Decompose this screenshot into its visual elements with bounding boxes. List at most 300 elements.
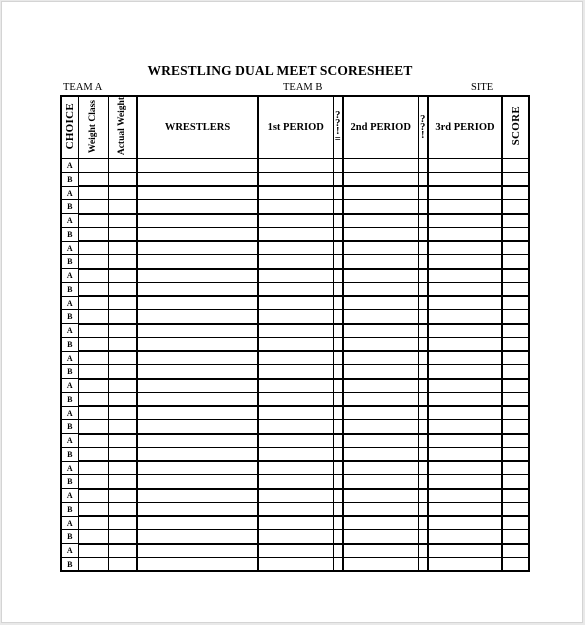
weight-class-cell[interactable] bbox=[78, 516, 108, 530]
period2-cell[interactable] bbox=[343, 159, 418, 173]
period2-cell[interactable] bbox=[343, 186, 418, 200]
period1-cell[interactable] bbox=[258, 544, 333, 558]
period1-mark-cell[interactable] bbox=[333, 392, 343, 406]
period2-cell[interactable] bbox=[343, 214, 418, 228]
period3-cell[interactable] bbox=[428, 461, 502, 475]
score-cell[interactable] bbox=[502, 214, 529, 228]
score-cell[interactable] bbox=[502, 392, 529, 406]
score-cell[interactable] bbox=[502, 530, 529, 544]
period2-cell[interactable] bbox=[343, 200, 418, 214]
period2-mark-cell[interactable] bbox=[418, 241, 428, 255]
period1-cell[interactable] bbox=[258, 434, 333, 448]
actual-weight-cell[interactable] bbox=[108, 351, 137, 365]
period1-mark-cell[interactable] bbox=[333, 282, 343, 296]
period1-mark-cell[interactable] bbox=[333, 324, 343, 338]
period1-cell[interactable] bbox=[258, 530, 333, 544]
score-cell[interactable] bbox=[502, 337, 529, 351]
actual-weight-cell[interactable] bbox=[108, 392, 137, 406]
period3-cell[interactable] bbox=[428, 379, 502, 393]
weight-class-cell[interactable] bbox=[78, 392, 108, 406]
team-b-label: TEAM B bbox=[283, 82, 323, 93]
period3-cell[interactable] bbox=[428, 502, 502, 516]
period1-mark-cell[interactable] bbox=[333, 516, 343, 530]
score-cell[interactable] bbox=[502, 379, 529, 393]
period2-cell[interactable] bbox=[343, 489, 418, 503]
wrestler-cell[interactable] bbox=[137, 406, 258, 420]
actual-weight-cell[interactable] bbox=[108, 282, 137, 296]
wrestler-cell[interactable] bbox=[137, 530, 258, 544]
table-row bbox=[61, 434, 529, 448]
weight-class-cell[interactable] bbox=[78, 379, 108, 393]
period3-header: 3rd PERIOD bbox=[428, 96, 502, 159]
score-cell[interactable] bbox=[502, 557, 529, 571]
period2-mark-cell[interactable] bbox=[418, 434, 428, 448]
actual-weight-cell[interactable] bbox=[108, 255, 137, 269]
score-rows bbox=[61, 159, 529, 572]
choice-cell: B bbox=[61, 557, 78, 571]
period1-cell[interactable] bbox=[258, 337, 333, 351]
period3-cell[interactable] bbox=[428, 337, 502, 351]
period2-cell[interactable] bbox=[343, 461, 418, 475]
period2-mark-cell[interactable] bbox=[418, 392, 428, 406]
actual-weight-cell[interactable] bbox=[108, 269, 137, 283]
score-cell[interactable] bbox=[502, 489, 529, 503]
period1-cell[interactable] bbox=[258, 159, 333, 173]
period3-cell[interactable] bbox=[428, 200, 502, 214]
score-cell[interactable] bbox=[502, 269, 529, 283]
period3-cell[interactable] bbox=[428, 557, 502, 571]
period2-mark-cell[interactable] bbox=[418, 214, 428, 228]
period1-mark-cell[interactable] bbox=[333, 200, 343, 214]
period2-mark-cell[interactable] bbox=[418, 269, 428, 283]
score-cell[interactable] bbox=[502, 200, 529, 214]
period2-cell[interactable] bbox=[343, 269, 418, 283]
period1-cell[interactable] bbox=[258, 557, 333, 571]
period1-cell[interactable] bbox=[258, 241, 333, 255]
actual-weight-cell[interactable] bbox=[108, 516, 137, 530]
period1-mark-cell[interactable] bbox=[333, 530, 343, 544]
period1-cell[interactable] bbox=[258, 214, 333, 228]
period2-mark-cell[interactable] bbox=[418, 489, 428, 503]
actual-weight-cell[interactable] bbox=[108, 365, 137, 379]
wrestler-cell[interactable] bbox=[137, 324, 258, 338]
period2-cell[interactable] bbox=[343, 337, 418, 351]
score-cell[interactable] bbox=[502, 351, 529, 365]
period1-cell[interactable] bbox=[258, 227, 333, 241]
wrestler-cell[interactable] bbox=[137, 544, 258, 558]
period3-cell[interactable] bbox=[428, 282, 502, 296]
actual-weight-cell[interactable] bbox=[108, 489, 137, 503]
wrestler-cell[interactable] bbox=[137, 516, 258, 530]
page-title: WRESTLING DUAL MEET SCORESHEET bbox=[147, 63, 413, 78]
period2-mark-cell[interactable] bbox=[418, 310, 428, 324]
period1-mark-cell[interactable] bbox=[333, 557, 343, 571]
period1-mark-cell[interactable] bbox=[333, 406, 343, 420]
choice-cell: A bbox=[61, 379, 78, 393]
period3-cell[interactable] bbox=[428, 310, 502, 324]
period1-mark-cell[interactable] bbox=[333, 186, 343, 200]
weight-class-cell[interactable] bbox=[78, 434, 108, 448]
actual-weight-cell[interactable] bbox=[108, 434, 137, 448]
table-row bbox=[61, 351, 529, 365]
choice-cell: A bbox=[61, 159, 78, 173]
period3-cell[interactable] bbox=[428, 227, 502, 241]
period2-mark-cell[interactable] bbox=[418, 406, 428, 420]
period2-mark-cell[interactable] bbox=[418, 324, 428, 338]
weight-class-cell[interactable] bbox=[78, 461, 108, 475]
choice-cell: B bbox=[61, 475, 78, 489]
score-cell[interactable] bbox=[502, 420, 529, 434]
period2-mark-cell[interactable] bbox=[418, 227, 428, 241]
weight-class-cell[interactable] bbox=[78, 269, 108, 283]
period2-mark-cell[interactable] bbox=[418, 159, 428, 173]
choice-cell: B bbox=[61, 227, 78, 241]
actual-weight-cell[interactable] bbox=[108, 337, 137, 351]
choice-cell: A bbox=[61, 516, 78, 530]
weight-class-header: Weight Class bbox=[78, 96, 108, 159]
wrestler-cell[interactable] bbox=[137, 269, 258, 283]
period1-mark-cell[interactable] bbox=[333, 172, 343, 186]
period1-mark-cell[interactable] bbox=[333, 489, 343, 503]
wrestler-cell[interactable] bbox=[137, 502, 258, 516]
actual-weight-cell[interactable] bbox=[108, 172, 137, 186]
period3-cell[interactable] bbox=[428, 447, 502, 461]
weight-class-cell[interactable] bbox=[78, 241, 108, 255]
score-cell[interactable] bbox=[502, 310, 529, 324]
actual-weight-cell[interactable] bbox=[108, 544, 137, 558]
weight-class-cell[interactable] bbox=[78, 310, 108, 324]
period1-cell[interactable] bbox=[258, 200, 333, 214]
period1-cell[interactable] bbox=[258, 186, 333, 200]
wrestler-cell[interactable] bbox=[137, 241, 258, 255]
table-row bbox=[61, 420, 529, 434]
weight-class-cell[interactable] bbox=[78, 406, 108, 420]
table-row bbox=[61, 186, 529, 200]
period2-mark-cell[interactable] bbox=[418, 544, 428, 558]
period2-mark-cell[interactable] bbox=[418, 502, 428, 516]
period2-mark-cell[interactable] bbox=[418, 530, 428, 544]
period1-cell[interactable] bbox=[258, 502, 333, 516]
period1-mark-cell[interactable] bbox=[333, 461, 343, 475]
wrestler-cell[interactable] bbox=[137, 296, 258, 310]
period2-mark-cell[interactable] bbox=[418, 365, 428, 379]
period2-mark-cell[interactable] bbox=[418, 379, 428, 393]
period3-cell[interactable] bbox=[428, 406, 502, 420]
period1-mark-cell[interactable] bbox=[333, 365, 343, 379]
period2-mark-cell[interactable] bbox=[418, 516, 428, 530]
wrestler-cell[interactable] bbox=[137, 200, 258, 214]
period2-cell[interactable] bbox=[343, 406, 418, 420]
wrestler-cell[interactable] bbox=[137, 227, 258, 241]
period1-mark-cell[interactable] bbox=[333, 241, 343, 255]
period1-mark-cell[interactable] bbox=[333, 447, 343, 461]
score-cell[interactable] bbox=[502, 365, 529, 379]
table-row bbox=[61, 447, 529, 461]
actual-weight-cell[interactable] bbox=[108, 502, 137, 516]
weight-class-cell[interactable] bbox=[78, 544, 108, 558]
choice-cell: B bbox=[61, 392, 78, 406]
period2-cell[interactable] bbox=[343, 557, 418, 571]
period1-cell[interactable] bbox=[258, 392, 333, 406]
period2-cell[interactable] bbox=[343, 544, 418, 558]
period2-cell[interactable] bbox=[343, 420, 418, 434]
period1-mark-cell[interactable] bbox=[333, 227, 343, 241]
period1-cell[interactable] bbox=[258, 447, 333, 461]
period1-mark-cell[interactable] bbox=[333, 255, 343, 269]
period3-cell[interactable] bbox=[428, 434, 502, 448]
wrestler-cell[interactable] bbox=[137, 434, 258, 448]
period2-mark-cell[interactable] bbox=[418, 351, 428, 365]
table-row bbox=[61, 296, 529, 310]
wrestler-cell[interactable] bbox=[137, 282, 258, 296]
choice-cell: B bbox=[61, 200, 78, 214]
period2-cell[interactable] bbox=[343, 351, 418, 365]
period2-mark-cell[interactable] bbox=[418, 296, 428, 310]
period1-mark-cell[interactable] bbox=[333, 296, 343, 310]
period3-cell[interactable] bbox=[428, 475, 502, 489]
period2-cell[interactable] bbox=[343, 255, 418, 269]
wrestler-cell[interactable] bbox=[137, 351, 258, 365]
actual-weight-cell[interactable] bbox=[108, 200, 137, 214]
score-cell[interactable] bbox=[502, 475, 529, 489]
wrestler-cell[interactable] bbox=[137, 310, 258, 324]
period2-cell[interactable] bbox=[343, 447, 418, 461]
period1-cell[interactable] bbox=[258, 255, 333, 269]
table-row bbox=[61, 337, 529, 351]
period2-mark-cell[interactable] bbox=[418, 461, 428, 475]
period2-mark-cell[interactable] bbox=[418, 172, 428, 186]
period1-cell[interactable] bbox=[258, 324, 333, 338]
period2-mark-cell[interactable] bbox=[418, 557, 428, 571]
period1-cell[interactable] bbox=[258, 379, 333, 393]
period3-cell[interactable] bbox=[428, 351, 502, 365]
period2-cell[interactable] bbox=[343, 392, 418, 406]
actual-weight-cell[interactable] bbox=[108, 324, 137, 338]
wrestler-cell[interactable] bbox=[137, 337, 258, 351]
wrestler-cell[interactable] bbox=[137, 475, 258, 489]
score-cell[interactable] bbox=[502, 282, 529, 296]
period1-cell[interactable] bbox=[258, 406, 333, 420]
weight-class-cell[interactable] bbox=[78, 227, 108, 241]
period1-cell[interactable] bbox=[258, 296, 333, 310]
score-cell[interactable] bbox=[502, 241, 529, 255]
period3-cell[interactable] bbox=[428, 172, 502, 186]
period2-mark-cell[interactable] bbox=[418, 420, 428, 434]
score-cell[interactable] bbox=[502, 186, 529, 200]
actual-weight-cell[interactable] bbox=[108, 420, 137, 434]
period1-mark-cell[interactable] bbox=[333, 310, 343, 324]
period2-cell[interactable] bbox=[343, 365, 418, 379]
period2-mark-cell[interactable] bbox=[418, 186, 428, 200]
actual-weight-cell[interactable] bbox=[108, 406, 137, 420]
period1-cell[interactable] bbox=[258, 461, 333, 475]
weight-class-cell[interactable] bbox=[78, 159, 108, 173]
wrestler-cell[interactable] bbox=[137, 365, 258, 379]
period2-mark-cell[interactable] bbox=[418, 337, 428, 351]
wrestler-cell[interactable] bbox=[137, 379, 258, 393]
period1-cell[interactable] bbox=[258, 269, 333, 283]
period3-cell[interactable] bbox=[428, 392, 502, 406]
actual-weight-cell[interactable] bbox=[108, 310, 137, 324]
period2-mark-cell[interactable] bbox=[418, 447, 428, 461]
weight-class-cell[interactable] bbox=[78, 489, 108, 503]
period3-cell[interactable] bbox=[428, 241, 502, 255]
wrestler-cell[interactable] bbox=[137, 461, 258, 475]
period2-mark-cell[interactable] bbox=[418, 282, 428, 296]
period2-cell[interactable] bbox=[343, 227, 418, 241]
period2-cell[interactable] bbox=[343, 502, 418, 516]
period2-cell[interactable] bbox=[343, 530, 418, 544]
wrestler-cell[interactable] bbox=[137, 447, 258, 461]
weight-class-cell[interactable] bbox=[78, 365, 108, 379]
period3-cell[interactable] bbox=[428, 365, 502, 379]
period2-cell[interactable] bbox=[343, 475, 418, 489]
wrestler-cell[interactable] bbox=[137, 420, 258, 434]
score-cell[interactable] bbox=[502, 255, 529, 269]
period1-cell[interactable] bbox=[258, 365, 333, 379]
period2-mark-cell[interactable] bbox=[418, 200, 428, 214]
score-cell[interactable] bbox=[502, 172, 529, 186]
score-cell[interactable] bbox=[502, 434, 529, 448]
period1-cell[interactable] bbox=[258, 351, 333, 365]
choice-cell: B bbox=[61, 282, 78, 296]
table-row bbox=[61, 461, 529, 475]
period3-cell[interactable] bbox=[428, 530, 502, 544]
weight-class-cell[interactable] bbox=[78, 557, 108, 571]
period3-cell[interactable] bbox=[428, 269, 502, 283]
weight-class-cell[interactable] bbox=[78, 351, 108, 365]
score-cell[interactable] bbox=[502, 324, 529, 338]
period1-mark-cell[interactable] bbox=[333, 434, 343, 448]
period2-cell[interactable] bbox=[343, 379, 418, 393]
period1-header: 1st PERIOD bbox=[258, 96, 333, 159]
period3-cell[interactable] bbox=[428, 544, 502, 558]
period1-mark-cell[interactable] bbox=[333, 420, 343, 434]
weight-class-cell[interactable] bbox=[78, 337, 108, 351]
score-cell[interactable] bbox=[502, 447, 529, 461]
period3-cell[interactable] bbox=[428, 420, 502, 434]
period3-cell[interactable] bbox=[428, 296, 502, 310]
period2-cell[interactable] bbox=[343, 296, 418, 310]
wrestlers-header: WRESTLERS bbox=[137, 96, 258, 159]
period1-mark-cell[interactable] bbox=[333, 159, 343, 173]
table-row bbox=[61, 310, 529, 324]
weight-class-cell[interactable] bbox=[78, 255, 108, 269]
actual-weight-cell[interactable] bbox=[108, 475, 137, 489]
period1-cell[interactable] bbox=[258, 172, 333, 186]
period3-cell[interactable] bbox=[428, 159, 502, 173]
weight-class-cell[interactable] bbox=[78, 324, 108, 338]
period2-cell[interactable] bbox=[343, 282, 418, 296]
period3-cell[interactable] bbox=[428, 324, 502, 338]
period1-mark-cell[interactable] bbox=[333, 544, 343, 558]
weight-class-cell[interactable] bbox=[78, 530, 108, 544]
score-cell[interactable] bbox=[502, 516, 529, 530]
weight-class-cell[interactable] bbox=[78, 502, 108, 516]
actual-weight-cell[interactable] bbox=[108, 557, 137, 571]
weight-class-cell[interactable] bbox=[78, 186, 108, 200]
wrestler-cell[interactable] bbox=[137, 255, 258, 269]
period3-cell[interactable] bbox=[428, 255, 502, 269]
weight-class-cell[interactable] bbox=[78, 420, 108, 434]
period2-cell[interactable] bbox=[343, 324, 418, 338]
period1-cell[interactable] bbox=[258, 420, 333, 434]
period1-cell[interactable] bbox=[258, 516, 333, 530]
period1-mark-cell[interactable] bbox=[333, 269, 343, 283]
score-cell[interactable] bbox=[502, 406, 529, 420]
period2-mark-cell[interactable] bbox=[418, 255, 428, 269]
actual-weight-cell[interactable] bbox=[108, 447, 137, 461]
table-row bbox=[61, 502, 529, 516]
period3-cell[interactable] bbox=[428, 489, 502, 503]
table-row bbox=[61, 200, 529, 214]
period1-mark-cell[interactable] bbox=[333, 379, 343, 393]
actual-weight-cell[interactable] bbox=[108, 214, 137, 228]
period1-mark-cell[interactable] bbox=[333, 337, 343, 351]
period2-cell[interactable] bbox=[343, 434, 418, 448]
weight-class-cell[interactable] bbox=[78, 296, 108, 310]
score-cell[interactable] bbox=[502, 461, 529, 475]
period1-mark-cell[interactable] bbox=[333, 475, 343, 489]
period2-cell[interactable] bbox=[343, 241, 418, 255]
period2-cell[interactable] bbox=[343, 516, 418, 530]
actual-weight-cell[interactable] bbox=[108, 159, 137, 173]
period2-cell[interactable] bbox=[343, 172, 418, 186]
weight-class-cell[interactable] bbox=[78, 200, 108, 214]
score-cell[interactable] bbox=[502, 227, 529, 241]
wrestler-cell[interactable] bbox=[137, 172, 258, 186]
period2-cell[interactable] bbox=[343, 310, 418, 324]
weight-class-cell[interactable] bbox=[78, 172, 108, 186]
period1-cell[interactable] bbox=[258, 282, 333, 296]
period1-cell[interactable] bbox=[258, 310, 333, 324]
wrestler-cell[interactable] bbox=[137, 214, 258, 228]
period1-mark-cell[interactable] bbox=[333, 351, 343, 365]
score-cell[interactable] bbox=[502, 544, 529, 558]
weight-class-cell[interactable] bbox=[78, 214, 108, 228]
wrestler-cell[interactable] bbox=[137, 489, 258, 503]
weight-class-cell[interactable] bbox=[78, 475, 108, 489]
score-cell[interactable] bbox=[502, 159, 529, 173]
wrestler-cell[interactable] bbox=[137, 557, 258, 571]
period1-mark-cell[interactable] bbox=[333, 214, 343, 228]
weight-class-cell[interactable] bbox=[78, 447, 108, 461]
score-header: SCORE bbox=[502, 96, 529, 159]
score-cell[interactable] bbox=[502, 502, 529, 516]
actual-weight-cell[interactable] bbox=[108, 296, 137, 310]
wrestler-cell[interactable] bbox=[137, 186, 258, 200]
period1-cell[interactable] bbox=[258, 489, 333, 503]
actual-weight-cell[interactable] bbox=[108, 379, 137, 393]
scoresheet-page bbox=[1, 1, 583, 623]
wrestler-cell[interactable] bbox=[137, 392, 258, 406]
period3-cell[interactable] bbox=[428, 214, 502, 228]
period2-mark-cell[interactable] bbox=[418, 475, 428, 489]
period3-cell[interactable] bbox=[428, 186, 502, 200]
actual-weight-cell[interactable] bbox=[108, 461, 137, 475]
actual-weight-cell[interactable] bbox=[108, 227, 137, 241]
actual-weight-cell[interactable] bbox=[108, 186, 137, 200]
wrestler-cell[interactable] bbox=[137, 159, 258, 173]
actual-weight-cell[interactable] bbox=[108, 530, 137, 544]
choice-cell: A bbox=[61, 489, 78, 503]
period1-cell[interactable] bbox=[258, 475, 333, 489]
score-cell[interactable] bbox=[502, 296, 529, 310]
period1-mark-cell[interactable] bbox=[333, 502, 343, 516]
actual-weight-cell[interactable] bbox=[108, 241, 137, 255]
weight-class-cell[interactable] bbox=[78, 282, 108, 296]
period3-cell[interactable] bbox=[428, 516, 502, 530]
